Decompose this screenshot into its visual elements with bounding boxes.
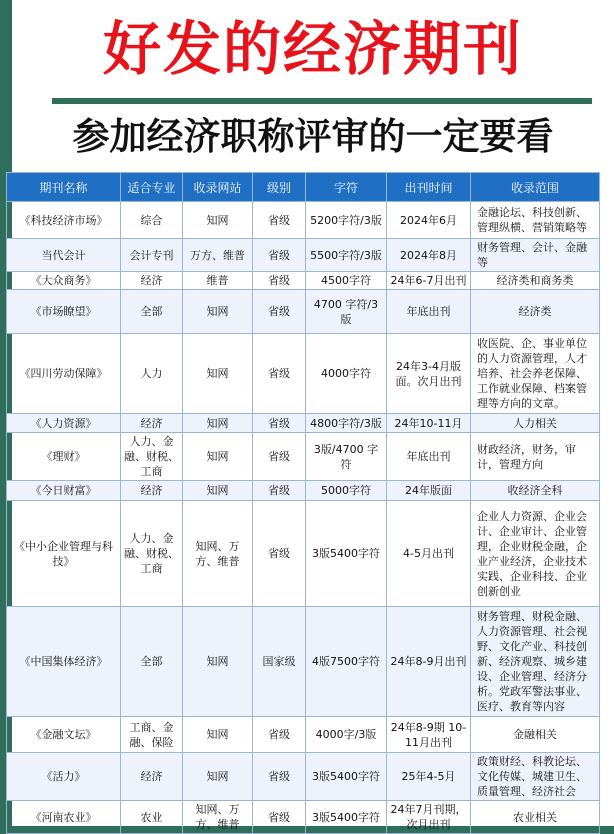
cell-scope: 收经济全科 — [471, 481, 600, 501]
cell-scope: 财政经济，财务，审计，管理方向 — [471, 433, 600, 481]
cell-site: 知网 — [183, 334, 253, 414]
cell-chars: 3版5400字符 — [306, 753, 387, 801]
table-row — [7, 717, 600, 753]
cell-journal-name: 《中小企业管理与科技》 — [7, 501, 121, 607]
cell-site: 知网 — [183, 753, 253, 801]
cell-journal-name: 《市场瞭望》 — [7, 290, 121, 334]
table-row — [7, 202, 600, 239]
cell-major: 全部 — [121, 290, 183, 334]
header-major: 适合专业 — [121, 173, 183, 202]
cell-major: 全部 — [121, 607, 183, 717]
cell-issue-time: 24年3-4月版面。次月出刊 — [387, 334, 471, 414]
cell-journal-name: 《今日财富》 — [7, 481, 121, 501]
cell-level: 省级 — [253, 239, 306, 272]
table-row — [7, 272, 600, 290]
cell-issue-time: 年底出刊 — [387, 433, 471, 481]
cell-level: 省级 — [253, 481, 306, 501]
header-scope: 收录范围 — [471, 173, 600, 202]
cell-journal-name: 《河南农业》 — [7, 801, 121, 834]
cell-major: 会计专刊 — [121, 239, 183, 272]
cell-major: 人力、金融、财税、工商 — [121, 433, 183, 481]
table-row — [7, 501, 600, 607]
table-row — [7, 801, 600, 834]
cell-issue-time: 24年6-7月出刊 — [387, 272, 471, 290]
cell-issue-time: 4-5月出刊 — [387, 501, 471, 607]
cell-scope: 金融相关 — [471, 717, 600, 753]
table-row — [7, 290, 600, 334]
cell-scope: 人力相关 — [471, 414, 600, 433]
cell-level: 省级 — [253, 414, 306, 433]
cell-site: 知网、万方、维普 — [183, 801, 253, 834]
cell-journal-name: 《中国集体经济》 — [7, 607, 121, 717]
cell-chars: 4700 字符/3版 — [306, 290, 387, 334]
cell-issue-time: 2024年6月 — [387, 202, 471, 239]
cell-scope: 政策财经、科教论坛、文化传媒、城建卫生、质量管理、经济社会 — [471, 753, 600, 801]
cell-issue-time: 24年7月刊期，次月出刊 — [387, 801, 471, 834]
cell-chars: 4800字符/3版 — [306, 414, 387, 433]
cell-major: 经济 — [121, 272, 183, 290]
cell-level: 国家级 — [253, 607, 306, 717]
cell-major: 经济 — [121, 414, 183, 433]
cell-site: 知网 — [183, 717, 253, 753]
journal-table — [6, 172, 600, 834]
cell-site: 知网 — [183, 290, 253, 334]
cell-journal-name: 《大众商务》 — [7, 272, 121, 290]
cell-journal-name: 《金融文坛》 — [7, 717, 121, 753]
cell-site: 知网、万方、维普 — [183, 501, 253, 607]
cell-level: 省级 — [253, 433, 306, 481]
cell-major: 经济 — [121, 481, 183, 501]
cell-site: 万方、维普 — [183, 239, 253, 272]
cell-level: 省级 — [253, 801, 306, 834]
header-site: 收录网站 — [183, 173, 253, 202]
cell-chars: 3版/4700 字符 — [306, 433, 387, 481]
table-row — [7, 753, 600, 801]
cell-level: 省级 — [253, 753, 306, 801]
header-level: 级别 — [253, 173, 306, 202]
table-row — [7, 239, 600, 272]
header-chars: 字符 — [306, 173, 387, 202]
cell-level: 省级 — [253, 290, 306, 334]
cell-scope: 经济类和商务类 — [471, 272, 600, 290]
table-row — [7, 481, 600, 501]
cell-chars: 3版5400字符 — [306, 801, 387, 834]
cell-scope: 财务管理、会计、金融等 — [471, 239, 600, 272]
cell-major: 综合 — [121, 202, 183, 239]
cell-scope: 农业相关 — [471, 801, 600, 834]
cell-scope: 经济类 — [471, 290, 600, 334]
cell-chars: 4000字符 — [306, 334, 387, 414]
cell-chars: 4000字/3版 — [306, 717, 387, 753]
cell-scope: 财务管理、财税金融、人力资源管理、社会视野、文化产业、科技创新、经济观察、城乡建设、企业管理、经济分析。党政军警法事业、医疗、教育等内容 — [471, 607, 600, 717]
cell-major: 工商、金融、保险 — [121, 717, 183, 753]
cell-site: 维普 — [183, 272, 253, 290]
cell-scope: 收医院、企、事业单位的人力资源管理，人才培养、社会养老保障、工作就业保障、档案管理等方向的文章。 — [471, 334, 600, 414]
cell-issue-time: 25年4-5月 — [387, 753, 471, 801]
cell-level: 省级 — [253, 717, 306, 753]
cell-site: 知网 — [183, 607, 253, 717]
header-journal-name: 期刊名称 — [7, 173, 121, 202]
table-header-row — [7, 173, 600, 202]
cell-scope: 金融论坛、科技创新、管理纵横、营销策略等 — [471, 202, 600, 239]
cell-issue-time: 24年版面 — [387, 481, 471, 501]
cell-site: 知网 — [183, 433, 253, 481]
cell-chars: 4版7500字符 — [306, 607, 387, 717]
cell-scope: 企业人力资源、企业会计、企业审计、企业管理，企业财税金融，企业产业经济，企业技术实践、企业科技、企业创新创业 — [471, 501, 600, 607]
cell-issue-time: 2024年8月 — [387, 239, 471, 272]
cell-chars: 3版5400字符 — [306, 501, 387, 607]
cell-journal-name: 《人力资源》 — [7, 414, 121, 433]
cell-journal-name: 当代会计 — [7, 239, 121, 272]
cell-level: 省级 — [253, 501, 306, 607]
cell-journal-name: 《理财》 — [7, 433, 121, 481]
table-row — [7, 433, 600, 481]
cell-chars: 5200字符/3版 — [306, 202, 387, 239]
cell-site: 知网 — [183, 481, 253, 501]
cell-chars: 5000字符 — [306, 481, 387, 501]
cell-site: 知网 — [183, 202, 253, 239]
table-row — [7, 334, 600, 414]
cell-issue-time: 24年8-9月出刊 — [387, 607, 471, 717]
header-issue-time: 出刊时间 — [387, 173, 471, 202]
table-row — [7, 414, 600, 433]
cell-issue-time: 24年10-11月 — [387, 414, 471, 433]
title-divider — [52, 98, 592, 104]
page-subtitle: 参加经济职称评审的一定要看 — [72, 115, 554, 158]
cell-major: 人力、金融、财税、工商 — [121, 501, 183, 607]
cell-level: 省级 — [253, 272, 306, 290]
cell-site: 知网 — [183, 414, 253, 433]
page-title: 好发的经济期刊 — [102, 15, 523, 83]
cell-level: 省级 — [253, 202, 306, 239]
cell-chars: 4500字符 — [306, 272, 387, 290]
cell-issue-time: 24年8-9期 10-11月出刊 — [387, 717, 471, 753]
cell-issue-time: 年底出刊 — [387, 290, 471, 334]
cell-journal-name: 《四川劳动保障》 — [7, 334, 121, 414]
cell-major: 人力 — [121, 334, 183, 414]
cell-journal-name: 《活力》 — [7, 753, 121, 801]
cell-major: 农业 — [121, 801, 183, 834]
cell-level: 省级 — [253, 334, 306, 414]
cell-journal-name: 《科技经济市场》 — [7, 202, 121, 239]
table-row — [7, 607, 600, 717]
cell-chars: 5500字符/3版 — [306, 239, 387, 272]
cell-major: 经济 — [121, 753, 183, 801]
